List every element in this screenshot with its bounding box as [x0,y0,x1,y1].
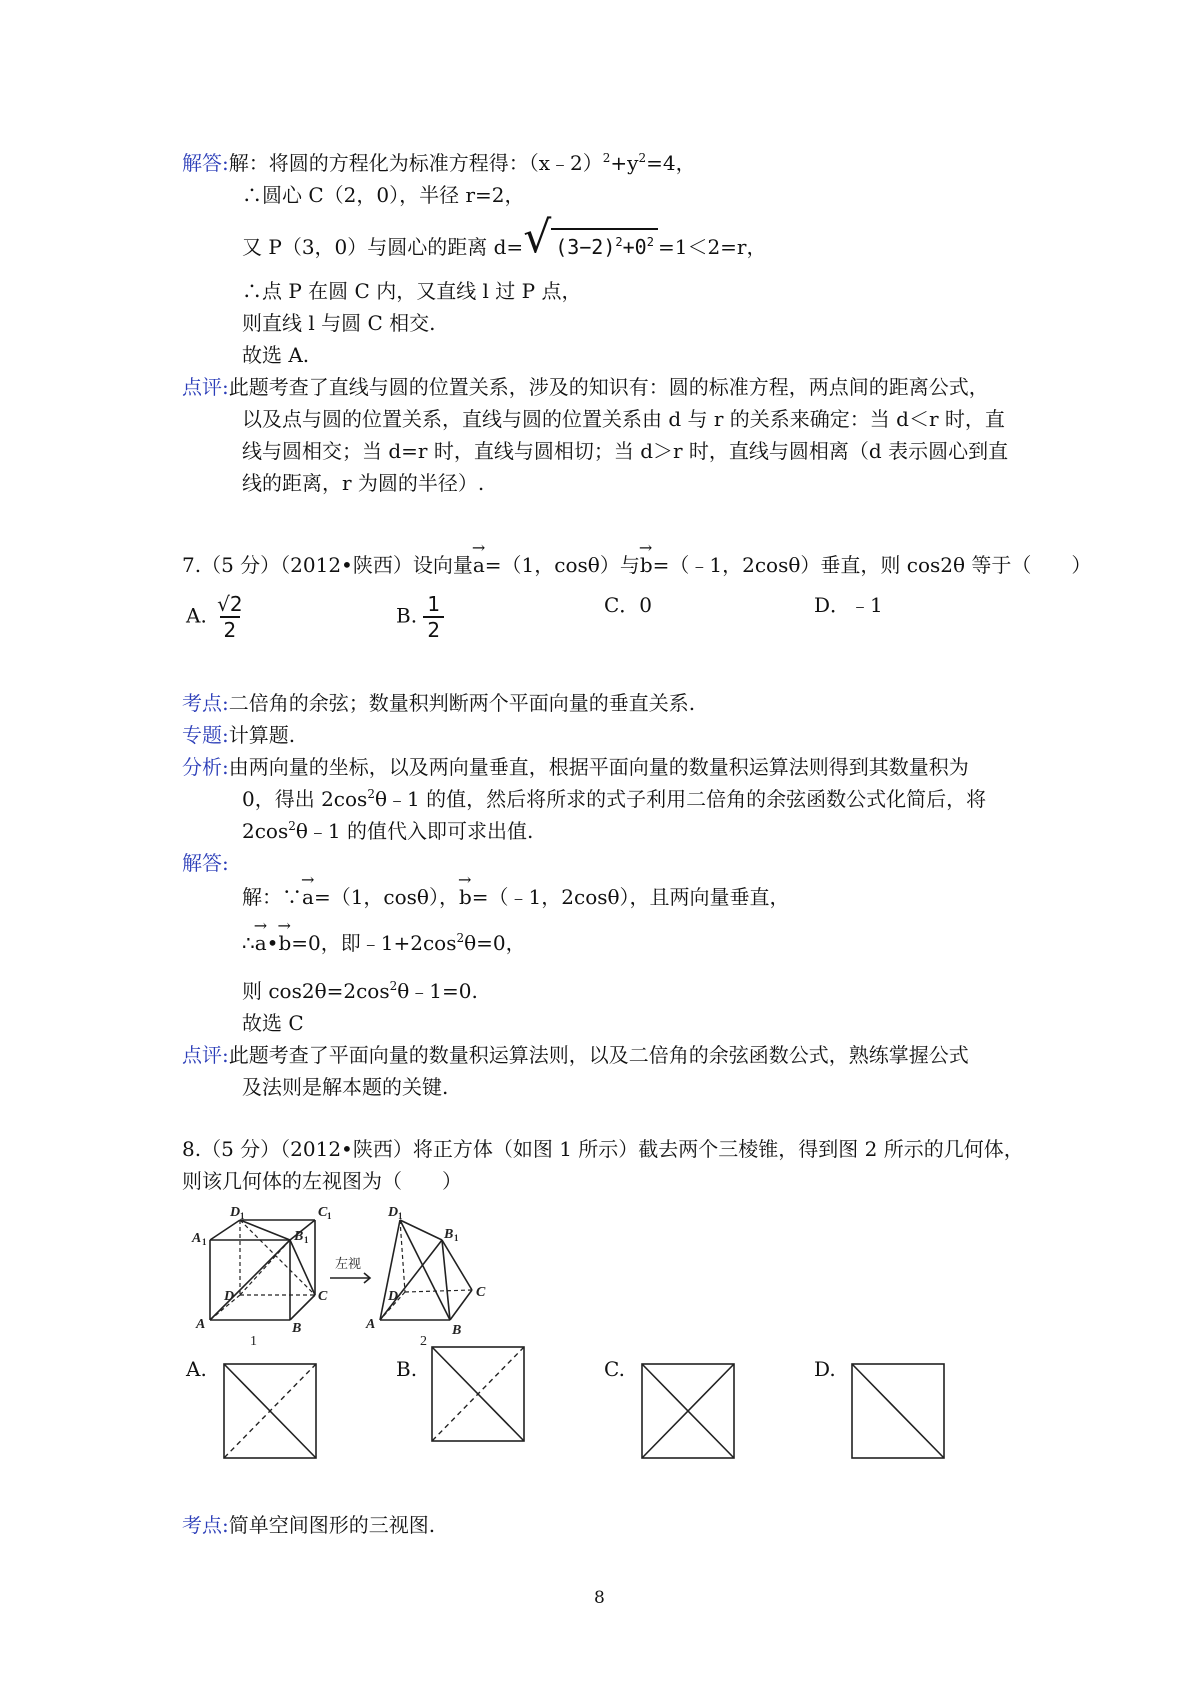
p6-comment-line-2: 以及点与圆的位置关系，直线与圆的位置关系由 d 与 r 的关系来确定：当 d＜r 时，直 [242,407,1005,431]
p6-comment-line-4: 线的距离，r 为圆的半径）. [242,471,485,495]
comment-label: 点评: [182,375,229,399]
q7-kaodian: 考点:二倍角的余弦；数量积判断两个平面向量的垂直关系. [182,691,696,715]
q8-option-c-label: C. [604,1357,625,1381]
svg-text:B: B [444,1227,454,1242]
svg-text:C: C [476,1285,486,1300]
p6-solution-line-6: 故选 A. [242,343,310,367]
q8-stem-line-2: 则该几何体的左视图为（ ） [182,1169,462,1193]
sqrt2-over-2: $\frac{√2}{2}$ [217,592,243,642]
distance-sqrt: √ $(3-2)^2+0^2$ [523,228,658,260]
q8-option-a-label: A. [186,1357,207,1381]
q8-kaodian: 考点:简单空间图形的三视图. [182,1513,436,1537]
q7-zhuanti: 专题:计算题. [182,723,296,747]
page-number: 8 [594,1588,605,1608]
svg-text:B: B [292,1321,302,1336]
vector-b: → b [640,550,653,578]
q7-option-c: C．0 [604,593,653,617]
svg-text:D: D [388,1289,399,1304]
svg-text:D: D [230,1205,241,1220]
svg-text:1: 1 [398,1211,403,1221]
p6-solution-line-3: 又 P（3，0）与圆心的距离 d= √ $(3-2)^2+0^2 =1<2=r$， [242,212,767,263]
zhuanti-label: 专题: [182,723,229,747]
svg-text:B: B [452,1323,462,1338]
q8-option-d-figure [850,1362,946,1460]
fenxi-label: 分析: [182,755,229,779]
svg-text:C: C [318,1205,328,1220]
q8-option-d-label: D. [814,1357,836,1381]
svg-text:2: 2 [420,1334,427,1349]
p6-solution-line-2: ∴圆心 C（2，0），半径 r=2， [242,183,525,207]
svg-text:1: 1 [327,1211,332,1221]
q7-comment-line-2: 及法则是解本题的关键. [242,1075,449,1099]
svg-text:D: D [224,1289,235,1304]
vector-a: → a [473,550,485,578]
one-half: $\frac{1}{2}$ [423,592,444,642]
p6-solution-line-1: 解答:解：将圆的方程化为标准方程得：$(x﹣2)^2+y^2=4$， [182,151,696,175]
svg-text:左视: 左视 [335,1256,362,1271]
svg-text:A: A [366,1317,376,1332]
q7-solution-line-1: 解：∵→ a=（1，cosθ），→ b=（﹣1，2cosθ），且两向量垂直， [242,882,790,910]
svg-text:A: A [192,1231,202,1246]
q8-stem-line-1: 8.（5 分）（2012•陕西）将正方体（如图 1 所示）截去两个三棱锥，得到图 2 所示的几何体， [182,1137,1024,1161]
cube-figures [180,1200,520,1350]
svg-text:B: B [294,1229,304,1244]
q8-option-b-label: B. [396,1357,418,1381]
svg-text:A: A [196,1317,206,1332]
q8-option-c-figure [640,1362,736,1460]
q7-solution-line-3: 则 $\cos 2\theta=2\cos^2\theta﹣1=0$. [242,979,478,1003]
q7-solution-line-2: ∴→ a•→ b=0，即$﹣1+2\cos^2\theta=0$， [242,928,526,956]
svg-text:C: C [318,1289,328,1304]
q8-option-a-figure [222,1362,318,1460]
q7-comment-line-1: 点评:此题考查了平面向量的数量积运算法则，以及二倍角的余弦函数公式，熟练掌握公式 [182,1043,969,1067]
q7-answer-label: 解答: [182,851,229,875]
svg-text:1: 1 [240,1211,245,1221]
q7-fenxi-line-2: 0，得出 $2\cos^2\theta﹣1$ 的值，然后将所求的式子利用二倍角的余弦函数公式化简后，将 [242,787,987,811]
svg-text:1: 1 [250,1334,257,1349]
p6-solution-line-5: 则直线 l 与圆 C 相交. [242,311,436,335]
q7-fenxi-line-3: $2\cos^2\theta﹣1$ 的值代入即可求出值. [242,819,534,843]
answer-label: 解答: [182,151,229,175]
q7-stem: 7.（5 分）（2012•陕西）设向量→ a=（1，cosθ）与→ b=（﹣1，2cosθ）垂直，则 cos2θ 等于（ ） [182,550,1091,578]
q7-option-b: B. $\frac{1}{2}$ [396,592,444,642]
kaodian-label: 考点: [182,691,229,715]
q7-option-a: A. $\frac{√2}{2}$ [186,592,247,642]
svg-text:1: 1 [304,1235,309,1245]
svg-text:D: D [388,1205,399,1220]
q8-option-b-figure [430,1345,526,1443]
q7-solution-line-4: 故选 C [242,1011,304,1035]
svg-text:1: 1 [202,1237,207,1247]
q7-fenxi-line-1: 分析:由两向量的坐标，以及两向量垂直，根据平面向量的数量积运算法则得到其数量积为 [182,755,969,779]
svg-text:1: 1 [454,1233,459,1243]
p6-comment-line-3: 线与圆相交；当 d=r 时，直线与圆相切；当 d＞r 时，直线与圆相离（d 表示圆心到直 [242,439,1009,463]
p6-comment-line-1: 点评:此题考查了直线与圆的位置关系，涉及的知识有：圆的标准方程，两点间的距离公式， [182,375,989,399]
p6-solution-line-4: ∴点 P 在圆 C 内，又直线 l 过 P 点， [242,279,582,303]
q7-option-d: D．﹣1 [814,593,883,617]
